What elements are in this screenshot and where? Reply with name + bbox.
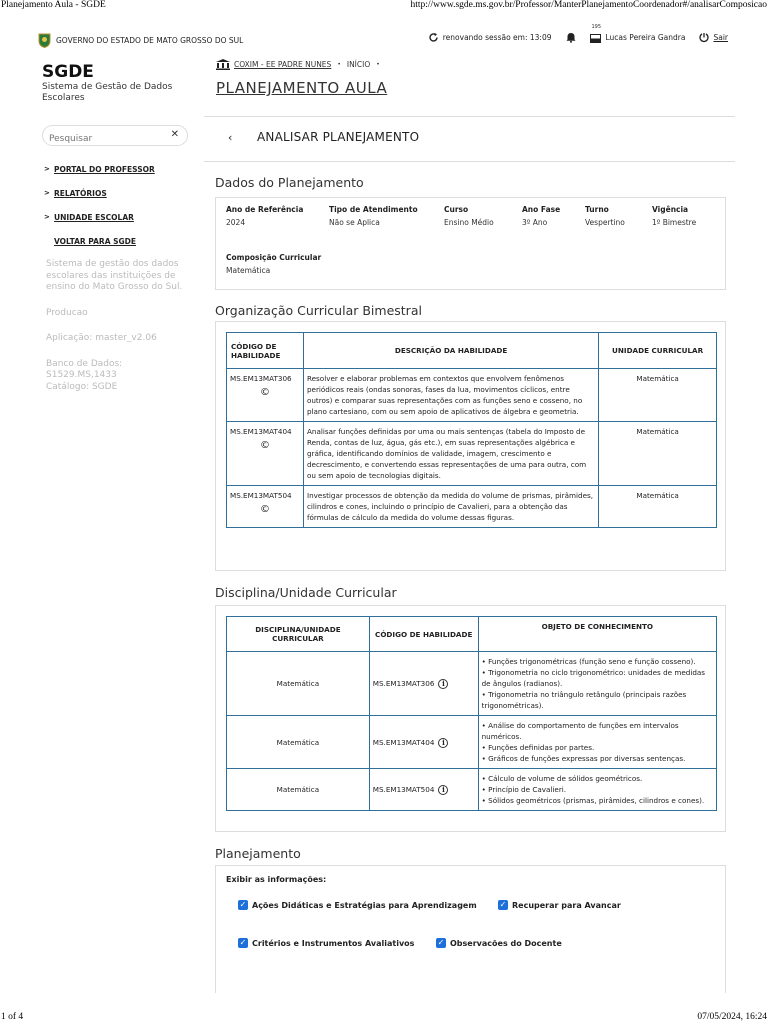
app-version: Aplicação: master_v2.06 bbox=[46, 333, 157, 343]
disc-card bbox=[215, 605, 726, 832]
cell-descricao: Analisar funções definidas por uma ou mais sentenças (tabela do Imposto de Renda, contas de luz, água, gás etc.), em suas representações algébrica e gráfica, identificando domínios de validade, imagem, crescimento e decrescimento, e convertendo essas representações de uma para outra, com ou sem apoio de tecnologias digitais. bbox=[303, 422, 598, 486]
habilidade-code: MS.EM13MAT404 bbox=[372, 737, 435, 747]
checkbox-checked-icon[interactable]: ✓ bbox=[239, 900, 247, 909]
session-text: renovando sessão em: 13:09 bbox=[442, 33, 552, 42]
objeto-item: • Princípio de Cavalieri. bbox=[481, 785, 567, 794]
field-label: Ano Fase bbox=[522, 205, 561, 214]
field-ano-fase bbox=[522, 205, 560, 227]
copyright-icon[interactable]: © bbox=[259, 504, 270, 515]
sidebar-nav bbox=[44, 157, 190, 253]
field-label: Turno bbox=[585, 205, 609, 214]
table-row bbox=[227, 486, 717, 528]
sidebar-item-label: VOLTAR PARA SGDE bbox=[54, 236, 137, 246]
search-box[interactable] bbox=[42, 125, 188, 146]
field-label: Curso bbox=[444, 205, 469, 214]
cell-unidade: Matemática bbox=[599, 422, 717, 486]
field-label: Composição Curricular bbox=[226, 253, 322, 262]
sidebar-item-unidade[interactable] bbox=[44, 205, 190, 229]
gov-bar bbox=[38, 23, 728, 52]
breadcrumb bbox=[216, 59, 382, 70]
clear-icon[interactable]: ✕ bbox=[170, 129, 179, 140]
db-server: S1529.MS,1433 bbox=[46, 370, 117, 380]
info-icon[interactable]: i bbox=[438, 785, 448, 795]
cell-codigo bbox=[369, 769, 478, 811]
cell-codigo bbox=[227, 422, 304, 486]
breadcrumb-school[interactable]: COXIM - EE PADRE NUNES bbox=[234, 60, 332, 69]
field-value: Ensino Médio bbox=[444, 218, 494, 227]
system-info bbox=[46, 259, 191, 393]
objeto-item: • Funções trigonométricas (função seno e função cosseno). bbox=[481, 657, 696, 666]
sidebar-item-label: PORTAL DO PROFESSOR bbox=[54, 164, 155, 174]
sidebar-item-relatorios[interactable] bbox=[44, 181, 190, 205]
brand-subtitle: Sistema de Gestão de Dados Escolares bbox=[42, 82, 173, 103]
checkbox-label: Recuperar para Avancar bbox=[512, 900, 621, 910]
cell-codigo bbox=[369, 652, 478, 716]
cell-codigo bbox=[369, 716, 478, 769]
table-row bbox=[227, 369, 717, 422]
checkbox-label: Critérios e Instrumentos Avaliativos bbox=[252, 938, 415, 948]
objeto-item: • Análise do comportamento de funções em intervalos numéricos. bbox=[481, 721, 679, 741]
plan-card bbox=[215, 865, 726, 993]
cell-unidade: Matemática bbox=[599, 369, 717, 422]
column-header: UNIDADE CURRICULAR bbox=[599, 333, 717, 369]
logout-icon[interactable] bbox=[699, 33, 709, 43]
logout-link[interactable]: Sair bbox=[713, 33, 728, 42]
print-datetime: 07/05/2024, 16:24 bbox=[697, 1012, 767, 1022]
inbox-icon bbox=[590, 34, 601, 43]
field-curso bbox=[444, 205, 494, 227]
checkbox-label: Ações Didáticas e Estratégias para Aprendizagem bbox=[252, 900, 477, 910]
divider bbox=[204, 116, 735, 117]
checkbox-label: Observacões do Docente bbox=[450, 938, 562, 948]
field-ano-referencia bbox=[226, 205, 303, 227]
objeto-item: • Gráficos de funções expressas por diversas sentenças. bbox=[481, 754, 686, 763]
gov-label: GOVERNO DO ESTADO DE MATO GROSSO DO SUL bbox=[56, 36, 244, 45]
show-info-label: Exibir as informações: bbox=[226, 875, 327, 884]
cell-unidade: Matemática bbox=[599, 486, 717, 528]
cell-objeto bbox=[478, 716, 716, 769]
search-input[interactable] bbox=[49, 130, 164, 149]
field-value: 3º Ano bbox=[522, 218, 548, 227]
cell-descricao: Resolver e elaborar problemas em contextos que envolvem fenômenos periódicos reais (ondas sonoras, fases da lua, movimentos cíclicos, entre outros) e comparar suas representações com as funções seno e cosseno, no plano cartesiano, com ou sem apoio de aplicativos de álgebra e geometria. bbox=[303, 369, 598, 422]
gov-brand[interactable] bbox=[38, 33, 243, 48]
field-value: 2024 bbox=[226, 218, 246, 227]
objeto-item: • Sólidos geométricos (prismas, pirâmides, cilindros e cones). bbox=[481, 796, 705, 805]
back-chevron-icon[interactable]: ‹ bbox=[228, 131, 233, 144]
print-page-number: 1 of 4 bbox=[1, 1012, 24, 1022]
checkbox-observacoes[interactable] bbox=[436, 938, 562, 948]
table-header-row bbox=[227, 333, 717, 369]
objeto-item: • Trigonometria no triângulo retângulo (principais razões trigonométricas). bbox=[481, 690, 687, 710]
table-row bbox=[227, 652, 717, 716]
dados-card bbox=[215, 197, 726, 290]
divider bbox=[204, 161, 735, 162]
field-label: Vigência bbox=[652, 205, 689, 214]
field-label: Ano de Referência bbox=[226, 205, 304, 214]
field-tipo-atendimento bbox=[329, 205, 418, 227]
chevron-right-icon: > bbox=[44, 189, 50, 197]
objeto-item: • Funções definidas por partes. bbox=[481, 743, 595, 752]
sidebar-item-portal[interactable] bbox=[44, 157, 190, 181]
user-menu[interactable] bbox=[590, 23, 686, 43]
chevron-right-icon: > bbox=[44, 165, 50, 173]
field-turno bbox=[585, 205, 625, 227]
plan-title: Planejamento bbox=[215, 846, 301, 861]
section-header: ANALISAR PLANEJAMENTO bbox=[257, 130, 420, 144]
table-row bbox=[227, 769, 717, 811]
session-timer bbox=[428, 32, 552, 43]
inbox-badge[interactable] bbox=[590, 23, 602, 43]
environment: Producao bbox=[46, 307, 88, 318]
info-icon[interactable]: i bbox=[438, 738, 448, 748]
habilidade-code: MS.EM13MAT306 bbox=[372, 679, 435, 688]
field-composicao bbox=[226, 253, 321, 275]
print-footer bbox=[0, 1012, 768, 1024]
table-row bbox=[227, 716, 717, 769]
cell-disciplina: Matemática bbox=[227, 716, 370, 769]
gov-logo-icon bbox=[38, 33, 51, 48]
checkbox-checked-icon[interactable]: ✓ bbox=[437, 938, 445, 947]
cell-disciplina: Matemática bbox=[227, 652, 370, 716]
notifications[interactable] bbox=[566, 32, 576, 43]
user-name: Lucas Pereira Gandra bbox=[605, 33, 686, 42]
objeto-item: • Cálculo de volume de sólidos geométricos. bbox=[481, 774, 643, 783]
catalog: Catálogo: SGDE bbox=[46, 381, 118, 392]
objeto-item: • Trigonometria no ciclo trigonométrico: unidades de medidas de ângulos (radianos). bbox=[481, 668, 706, 688]
field-value: Matemática bbox=[226, 266, 271, 275]
checkbox-checked-icon[interactable]: ✓ bbox=[499, 900, 507, 909]
sidebar-item-voltar[interactable] bbox=[44, 229, 190, 253]
page-title: PLANEJAMENTO AULA bbox=[216, 79, 388, 97]
logout[interactable] bbox=[699, 33, 728, 43]
cell-objeto bbox=[478, 652, 716, 716]
column-header: DISCIPLINA/UNIDADE CURRICULAR bbox=[227, 617, 370, 652]
print-title: Planejamento Aula - SGDE bbox=[1, 0, 106, 10]
school-icon bbox=[216, 59, 230, 70]
checkbox-criterios[interactable] bbox=[238, 938, 414, 948]
column-header: OBJETO DE CONHECIMENTO bbox=[478, 617, 716, 652]
breadcrumb-home[interactable]: INÍCIO bbox=[346, 60, 371, 69]
org-card bbox=[215, 321, 726, 571]
cell-disciplina: Matemática bbox=[227, 769, 370, 811]
checkbox-checked-icon[interactable]: ✓ bbox=[239, 938, 247, 947]
copyright-icon[interactable]: © bbox=[259, 440, 270, 451]
table-header-row bbox=[227, 617, 717, 652]
sidebar-item-label: UNIDADE ESCOLAR bbox=[54, 212, 134, 222]
habilidade-code: MS.EM13MAT306 bbox=[230, 374, 292, 383]
print-url: http://www.sgde.ms.gov.br/Professor/ManterPlanejamentoCoordenador#/analisarComposicao bbox=[410, 0, 767, 10]
cell-codigo bbox=[227, 369, 304, 422]
sidebar-item-label: RELATÓRIOS bbox=[54, 188, 107, 198]
habilidade-code: MS.EM13MAT404 bbox=[230, 427, 292, 436]
cell-descricao: Investigar processos de obtenção da medida do volume de prismas, pirâmides, cilindros e cones, incluindo o princípio de Cavalieri, para a obtenção das fórmulas de cálculo da medida do volume dessas figuras. bbox=[303, 486, 598, 528]
column-header: DESCRIÇÃO DA HABILIDADE bbox=[303, 333, 598, 369]
db-label: Banco de Dados: bbox=[46, 358, 123, 369]
print-header bbox=[0, 0, 768, 12]
column-header: CÓDIGO DE HABILIDADE bbox=[369, 617, 478, 652]
checkbox-recuperar[interactable] bbox=[498, 900, 621, 910]
org-title: Organização Curricular Bimestral bbox=[215, 303, 422, 318]
cell-objeto bbox=[478, 769, 716, 811]
refresh-icon[interactable] bbox=[428, 32, 439, 43]
habilidade-code: MS.EM13MAT504 bbox=[230, 491, 292, 500]
habilidade-code: MS.EM13MAT504 bbox=[372, 785, 435, 794]
cell-codigo bbox=[227, 486, 304, 528]
field-value: Vespertino bbox=[585, 218, 625, 227]
chevron-right-icon: > bbox=[44, 213, 50, 221]
notification-count: 195 bbox=[591, 23, 602, 30]
info-icon[interactable]: i bbox=[438, 679, 448, 689]
disc-title: Disciplina/Unidade Curricular bbox=[215, 585, 397, 600]
field-value: Não se Aplica bbox=[329, 218, 380, 227]
field-vigencia bbox=[652, 205, 696, 227]
bell-icon[interactable] bbox=[566, 32, 576, 43]
field-label: Tipo de Atendimento bbox=[329, 205, 418, 214]
breadcrumb-separator: • bbox=[376, 61, 380, 68]
checkbox-acoes-didaticas[interactable] bbox=[238, 900, 477, 910]
column-header: CÓDIGO DE HABILIDADE bbox=[227, 333, 304, 369]
field-value: 1º Bimestre bbox=[652, 218, 697, 227]
dados-title: Dados do Planejamento bbox=[215, 175, 364, 190]
org-table bbox=[226, 332, 717, 528]
copyright-icon[interactable]: © bbox=[259, 387, 270, 398]
table-row bbox=[227, 422, 717, 486]
system-description: Sistema de gestão dos dados escolares das instituições de ensino do Mato Grosso do Sul. bbox=[46, 259, 183, 292]
brand-title: SGDE bbox=[42, 62, 94, 82]
disc-table bbox=[226, 616, 717, 811]
breadcrumb-separator: • bbox=[337, 61, 341, 68]
